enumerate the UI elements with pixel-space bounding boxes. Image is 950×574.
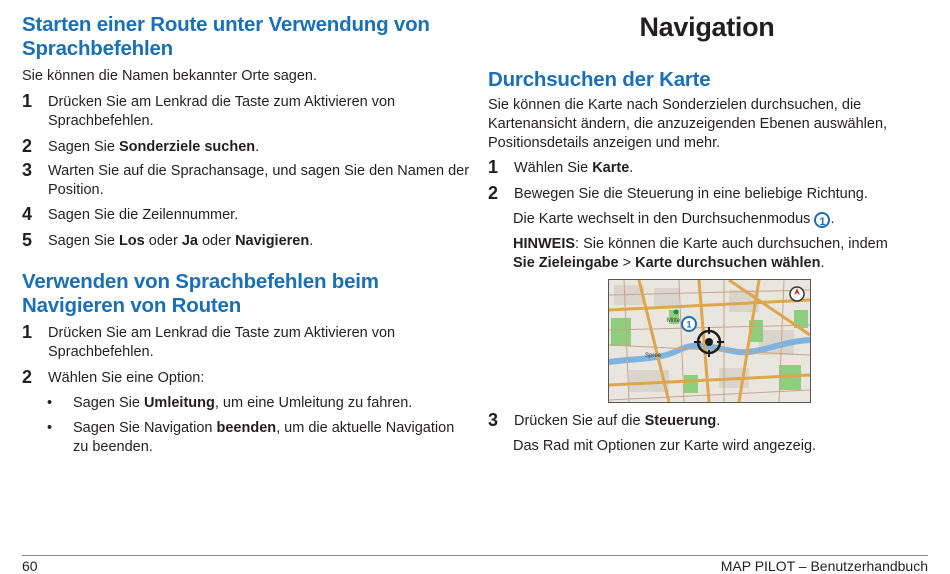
step-text: oder: [197, 233, 236, 249]
note: [513, 235, 908, 273]
bullet-dot: •: [47, 420, 53, 436]
step-text: Drücken Sie am Lenkrad die Taste zum Aktivieren von Sprachbefehlen.: [48, 325, 396, 360]
command-text: Ja: [181, 233, 198, 249]
step-5: [22, 232, 468, 251]
step-4: [22, 206, 468, 225]
map-browse-screenshot: [608, 279, 811, 403]
command-text: Navigieren: [235, 233, 310, 249]
menu-label: Sie Zieleingabe: [513, 255, 619, 271]
step-number: 4: [22, 204, 33, 224]
bullet-dot: •: [47, 395, 53, 411]
step-text: Wählen Sie: [514, 160, 593, 176]
map-callout-icon: [682, 317, 696, 331]
step-number: 2: [22, 136, 33, 156]
step-text: Sagen Sie: [48, 139, 119, 155]
chapter-title: Navigation: [639, 12, 775, 42]
step-number: 3: [22, 160, 33, 180]
option-bullet: [22, 394, 473, 413]
step-3: [488, 412, 924, 431]
menu-label: Steuerung: [644, 413, 717, 429]
menu-label: Karte: [592, 160, 630, 176]
command-text: Sonderziele suchen: [118, 139, 256, 155]
bullet-text: , um eine Umleitung zu fahren.: [214, 395, 413, 411]
step-result: Die Karte wechselt in den Durchsuchenmodus 1 .: [513, 211, 835, 228]
note-text: : Sie können die Karte auch durchsuchen, indem: [575, 236, 888, 252]
step-number: 1: [22, 322, 33, 342]
footer-divider: [22, 555, 928, 556]
step-text: Bewegen Sie die Steuerung in eine beliebige Richtung.: [514, 186, 868, 202]
step-number: 5: [22, 230, 33, 250]
section-heading-browse-map: Durchsuchen der Karte: [488, 68, 711, 91]
note-label: HINWEIS: [513, 236, 576, 252]
step-2: [22, 138, 468, 157]
step-text: .: [309, 233, 314, 249]
option-bullet: [22, 419, 459, 457]
step-2: [22, 369, 468, 388]
step-text: Drücken Sie auf die: [514, 413, 645, 429]
menu-label: Karte durchsuchen wählen: [635, 255, 821, 271]
step-text: Warten Sie auf die Sprachansage, und sagen Sie den Namen der Position.: [48, 163, 470, 198]
bullet-text: , um die aktuelle Navigation zu beenden.: [73, 420, 455, 455]
step-text: oder: [144, 233, 182, 249]
step-text: Sagen Sie: [48, 233, 119, 249]
step-2: [488, 185, 924, 204]
step-number: 3: [488, 410, 499, 430]
bullet-text: Sagen Sie Navigation: [73, 420, 217, 436]
step-text: Wählen Sie eine Option:: [48, 370, 205, 386]
map-callout-number: 1: [686, 319, 692, 330]
command-text: beenden: [216, 420, 277, 436]
manual-title: MAP PILOT – Benutzerhandbuch: [720, 558, 928, 574]
intro-text: Sie können die Karte nach Sonderzielen durchsuchen, die Kartenansicht ändern, die anzuzeigenden Ebenen auswählen, Positionsdetails anzeigen und mehr.: [488, 97, 888, 151]
intro-text: Sie können die Namen bekannter Orte sagen.: [22, 68, 318, 84]
map-compass-icon: [790, 287, 804, 301]
note-text: >: [618, 255, 636, 271]
command-text: Los: [118, 233, 145, 249]
command-text: Umleitung: [143, 395, 215, 411]
step-text: Drücken Sie am Lenkrad die Taste zum Aktivieren von Sprachbefehlen.: [48, 94, 396, 129]
step-3: [22, 162, 478, 200]
step-text: .: [255, 139, 260, 155]
step-1: [22, 93, 468, 131]
bullet-text: Sagen Sie: [73, 395, 144, 411]
step-number: 1: [22, 91, 33, 111]
page-number: 60: [22, 558, 38, 574]
step-number: 2: [488, 183, 499, 203]
note-text: .: [820, 255, 825, 271]
step-1: [488, 159, 924, 178]
callout-marker: 1: [814, 212, 830, 228]
step-text: Sagen Sie die Zeilennummer.: [48, 207, 239, 223]
step-number: 1: [488, 157, 499, 177]
step-result: Das Rad mit Optionen zur Karte wird angezeig.: [513, 438, 817, 454]
step-number: 2: [22, 367, 33, 387]
section-heading-voice-route: Starten einer Route unter Verwendung von Sprachbefehlen: [22, 13, 430, 60]
map-label-spree: Spree: [645, 353, 662, 359]
section-heading-voice-navigation: Verwenden von Sprachbefehlen beim Navigieren von Routen: [22, 270, 379, 317]
step-1: [22, 324, 468, 362]
map-label-mitte: Mitte: [667, 318, 681, 324]
result-text: Die Karte wechselt in den Durchsuchenmodus: [513, 211, 811, 227]
step-text: .: [716, 413, 721, 429]
map-image: [609, 280, 810, 402]
step-text: .: [629, 160, 634, 176]
